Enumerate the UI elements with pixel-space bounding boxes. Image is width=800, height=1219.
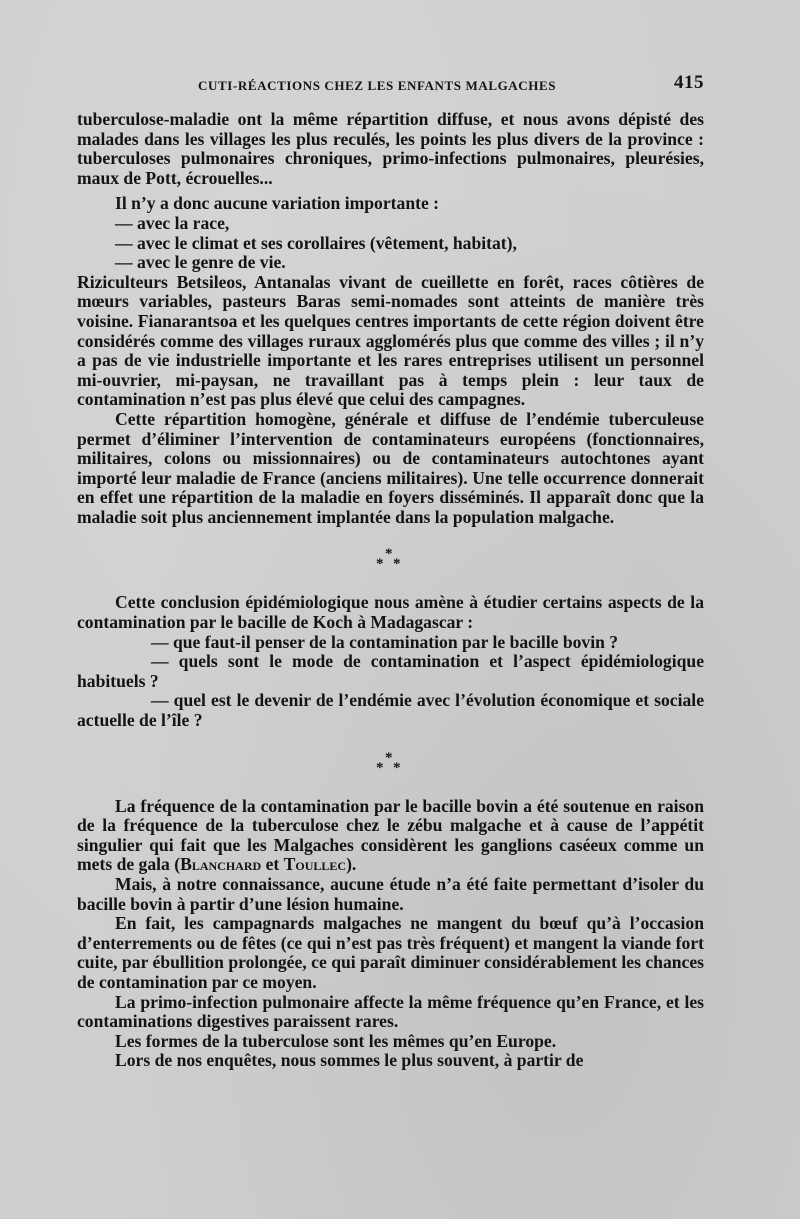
question-1: — que faut-il penser de la contamination par le bacille bovin ?	[151, 631, 619, 652]
body-text	[77, 110, 704, 1071]
asterisk: *	[385, 546, 393, 563]
paragraph-2: Il n’y a donc aucune variation importante :	[115, 193, 440, 214]
running-head	[77, 72, 704, 96]
paragraph-5: Cette conclusion épidémiologique nous amène à étudier certains aspects de la contamination par le bacille de Koch à Madagascar :	[77, 592, 704, 633]
asterisk: *	[393, 556, 401, 573]
asterisk: *	[385, 749, 393, 766]
question-3: — quel est le devenir de l’endémie avec l’évolution économique et sociale actuelle de l’île ?	[77, 690, 704, 731]
list-item: — avec le genre de vie.	[115, 252, 286, 273]
paragraph-3: Riziculteurs Betsileos, Antanalas vivant de cueillette en forêt, races côtières de mœurs variables, pasteurs Baras semi-nomades sont atteints de manière très voisine. Fianarantsoa et les quelques centres importants de cette région doivent être considérés comme des villages ruraux agglomérés plus que comme des villes ; il n’y a pas de vie industrielle importante et les rares entreprises utilisent un personnel mi-ouvrier, mi-paysan, ne travaillant pas à temps plein : leur taux de contamination n’est pas plus élevé que celui des campagnes.	[77, 271, 704, 410]
paragraph-11: Lors de nos enquêtes, nous sommes le plus souvent, à partir de	[115, 1050, 584, 1071]
running-title: CUTI-RÉACTIONS CHEZ LES ENFANTS MALGACHES	[198, 78, 557, 93]
asterism-divider	[77, 539, 704, 589]
author-name: Toullec	[283, 854, 347, 875]
asterisk: *	[376, 759, 384, 776]
paragraph-10: Les formes de la tuberculose sont les mêmes qu’en Europe.	[115, 1030, 557, 1051]
paragraph-6-text: La fréquence de la contamination par le bacille bovin a été soutenue en raison de la fréquence de la tuberculose chez le zébu malgache et à cause de l’appétit singulier qui fait que les Malgaches considèrent les ganglions caséeux comme un mets de gala (	[77, 795, 704, 875]
conjunction: et	[261, 854, 284, 875]
paragraph-6-end: ).	[346, 854, 357, 875]
paragraph-1: tuberculose-maladie ont la même répartition diffuse, et nous avons dépisté des malades dans les villages les plus reculés, les points les plus divers de la province : tuberculoses pulmonaires chroniques, primo-infections pulmonaires, pleurésies, maux de Pott, écrouelles...	[77, 109, 704, 188]
paragraph-7: Mais, à notre connaissance, aucune étude n’a été faite permettant d’isoler du bacille bovin à partir d’une lésion humaine.	[77, 874, 704, 914]
paragraph-4: Cette répartition homogène, générale et diffuse de l’endémie tuberculeuse permet d’éliminer l’intervention de contaminateurs européens (fonctionnaires, militaires, colons ou missionnaires) ou de contaminateurs autochtones ayant importé leur maladie de France (anciens militaires). Une telle occurrence donnerait en effet une répartition de la maladie en foyers disséminés. Il apparaît donc que la maladie soit plus anciennement implantée dans la population malgache.	[77, 408, 704, 527]
author-name: Blanchard	[180, 854, 262, 875]
question-2: — quels sont le mode de contamination et l’aspect épidémiologique habituels ?	[77, 651, 704, 691]
list-item: — avec le climat et ses corollaires (vêtement, habitat),	[115, 232, 517, 253]
asterisk: *	[376, 556, 384, 573]
paragraph-8: En fait, les campagnards malgaches ne mangent du bœuf qu’à l’occasion d’enterrements ou de fêtes (ce qui n’est pas très fréquent) et mangent la viande fort cuite, par ébullition prolongée, ce qui paraît diminuer considérablement les chances de contamination par ce moyen.	[77, 913, 704, 992]
asterism-divider	[77, 743, 704, 793]
list-item: — avec la race,	[115, 212, 230, 233]
page-number: 415	[674, 72, 704, 93]
paragraph-6	[77, 797, 704, 875]
asterisk: *	[393, 759, 401, 776]
paragraph-9: La primo-infection pulmonaire affecte la même fréquence qu’en France, et les contaminations digestives paraissent rares.	[77, 991, 704, 1032]
